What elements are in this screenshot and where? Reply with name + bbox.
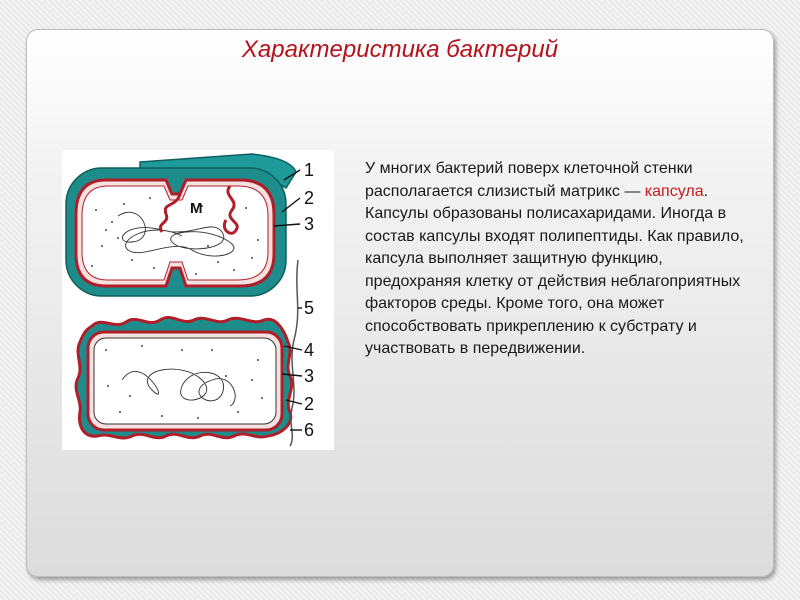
label-2-bottom: 2 <box>304 394 315 414</box>
body-text-highlight: капсула <box>644 182 704 200</box>
label-m: М <box>190 200 203 217</box>
slide-title: Характеристика бактерий <box>241 36 559 63</box>
body-text <box>365 158 760 361</box>
label-6: 6 <box>304 420 315 440</box>
label-5: 5 <box>304 298 315 318</box>
body-text-part2: . Капсулы образованы полисахаридами. Иногда в состав капсулы входят полипептиды. Как правило, капсула выполняет защитную функцию, предохраняя клетку от действия неблагоприятных факторов среды. Кроме того, она может способствовать прикреплению к субстрату и участвовать в передвижении. <box>365 182 744 357</box>
bacteria-diagram <box>62 150 334 450</box>
label-3-bottom: 3 <box>304 366 315 386</box>
label-3-top: 3 <box>304 214 315 234</box>
body-text-part1: У многих бактерий поверх клеточной стенки располагается слизистый матрикс — <box>365 160 693 200</box>
bacteria-diagram-svg <box>62 150 334 450</box>
label-2-top: 2 <box>304 188 315 208</box>
label-4: 4 <box>304 340 315 360</box>
label-1: 1 <box>304 160 315 180</box>
